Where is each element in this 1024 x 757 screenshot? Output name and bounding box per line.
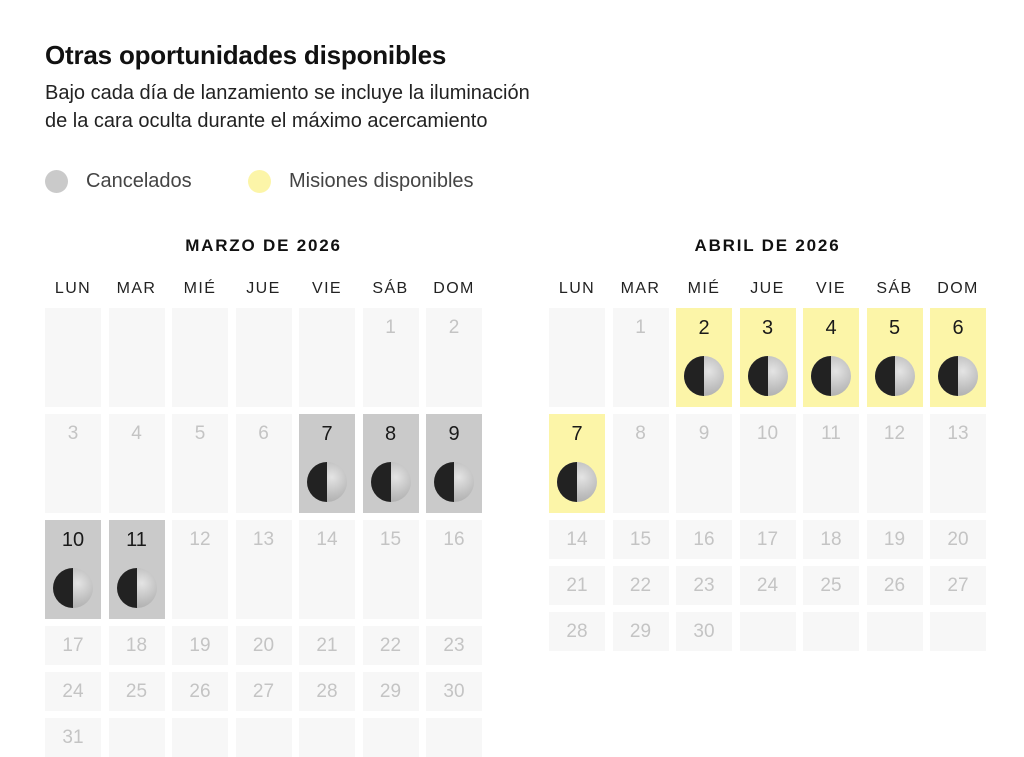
weekday-label: JUE [246, 280, 281, 297]
half-moon-icon [53, 568, 93, 608]
day-cell [236, 414, 292, 513]
legend-item-available [248, 168, 474, 194]
moon-dark-side [117, 568, 137, 608]
day-cell [803, 308, 859, 407]
moon-dark-side [938, 356, 958, 396]
day-cell [299, 520, 355, 619]
day-number: 18 [820, 529, 842, 550]
empty-day-cell [867, 612, 923, 651]
empty-day-cell [930, 612, 986, 651]
half-moon-icon [434, 462, 474, 502]
day-cell [613, 520, 669, 559]
weekday-label: LUN [558, 280, 596, 297]
day-cell [930, 566, 986, 605]
day-number: 10 [756, 423, 779, 444]
day-cell [803, 520, 859, 559]
day-cell [172, 626, 228, 665]
day-cell [740, 308, 796, 407]
half-moon-icon [748, 356, 788, 396]
day-cell [45, 626, 101, 665]
day-cell [45, 414, 101, 513]
half-moon-icon [307, 462, 347, 502]
day-cell [45, 672, 101, 711]
day-number: 15 [379, 529, 402, 550]
day-number: 15 [629, 529, 652, 550]
day-cell [363, 414, 419, 513]
day-number: 2 [698, 317, 710, 339]
empty-day-cell [109, 308, 165, 407]
day-number: 3 [761, 317, 774, 339]
half-moon-icon [811, 356, 851, 396]
day-number: 19 [189, 635, 211, 656]
moon-dark-side [811, 356, 831, 396]
day-number: 5 [888, 317, 901, 339]
day-cell [803, 414, 859, 513]
empty-day-cell [299, 718, 355, 757]
day-number: 26 [189, 681, 211, 702]
empty-day-cell [172, 308, 228, 407]
weekday-label: JUE [750, 280, 785, 297]
weekday-label: DOM [937, 280, 979, 297]
page-title: Otras oportunidades disponibles [45, 40, 447, 70]
day-number: 29 [379, 681, 402, 702]
day-number: 3 [67, 423, 79, 444]
month-title: ABRIL DE 2026 [694, 236, 841, 255]
day-number: 4 [131, 423, 142, 444]
day-number: 14 [316, 529, 338, 550]
day-cell [549, 566, 605, 605]
day-number: 16 [443, 529, 465, 550]
day-cell [930, 520, 986, 559]
moon-dark-side [53, 568, 73, 608]
subtitle [45, 79, 530, 135]
moon-dark-side [307, 462, 327, 502]
moon-dark-side [684, 356, 704, 396]
day-number: 10 [61, 529, 85, 551]
day-cell [426, 308, 482, 407]
day-number: 25 [820, 575, 842, 596]
day-cell [363, 672, 419, 711]
day-cell [109, 672, 165, 711]
day-cell [363, 520, 419, 619]
weekday-label: MIÉ [183, 280, 217, 297]
empty-day-cell [549, 308, 605, 407]
weekday-label: SÁB [876, 280, 913, 297]
day-cell [930, 414, 986, 513]
day-cell [172, 672, 228, 711]
day-cell [426, 520, 482, 619]
day-number: 12 [189, 529, 211, 550]
day-number: 18 [125, 635, 148, 656]
weekday-label: SÁB [372, 280, 409, 297]
day-cell [426, 672, 482, 711]
day-number: 24 [62, 681, 84, 702]
moon-dark-side [557, 462, 577, 502]
day-cell [236, 626, 292, 665]
month-title: MARZO DE 2026 [185, 236, 342, 255]
half-moon-icon [684, 356, 724, 396]
empty-day-cell [426, 718, 482, 757]
day-cell [172, 520, 228, 619]
day-cell [363, 308, 419, 407]
moon-dark-side [434, 462, 454, 502]
half-moon-icon [875, 356, 915, 396]
day-cell [676, 520, 732, 559]
day-number: 30 [443, 681, 465, 702]
day-cell [299, 672, 355, 711]
day-number: 21 [566, 575, 588, 596]
day-cell [676, 612, 732, 651]
day-cell [613, 308, 669, 407]
day-number: 20 [947, 529, 969, 550]
legend-item-cancelled [45, 168, 192, 194]
day-number: 26 [883, 575, 906, 596]
day-cell [45, 718, 101, 757]
weekday-label: VIE [312, 280, 342, 297]
day-number: 8 [635, 423, 646, 444]
day-number: 13 [947, 423, 969, 444]
weekday-label: VIE [816, 280, 846, 297]
day-number: 27 [947, 575, 969, 596]
empty-day-cell [45, 308, 101, 407]
half-moon-icon [117, 568, 157, 608]
day-cell [172, 414, 228, 513]
day-number: 19 [883, 529, 906, 550]
day-number: 23 [693, 575, 715, 596]
day-cell [867, 308, 923, 407]
day-cell [109, 414, 165, 513]
day-number: 14 [566, 529, 588, 550]
day-cell [236, 672, 292, 711]
day-number: 7 [571, 423, 583, 445]
day-cell [740, 414, 796, 513]
day-number: 17 [756, 529, 779, 550]
weekday-label: MAR [620, 280, 661, 297]
moon-dark-side [875, 356, 895, 396]
day-cell [676, 308, 732, 407]
subtitle-line-2: de la cara oculta durante el máximo acercamiento [45, 110, 488, 132]
empty-day-cell [803, 612, 859, 651]
moon-dark-side [371, 462, 391, 502]
day-cell [549, 414, 605, 513]
day-number: 5 [194, 423, 206, 444]
day-number: 20 [252, 635, 275, 656]
day-number: 6 [258, 423, 269, 444]
empty-day-cell [172, 718, 228, 757]
empty-day-cell [109, 718, 165, 757]
day-cell [613, 612, 669, 651]
day-number: 9 [448, 423, 460, 445]
empty-day-cell [363, 718, 419, 757]
day-cell [867, 520, 923, 559]
day-number: 17 [62, 635, 84, 656]
day-cell [867, 414, 923, 513]
weekday-label: MIÉ [687, 280, 721, 297]
day-number: 30 [693, 621, 715, 642]
day-cell [803, 566, 859, 605]
day-cell [930, 308, 986, 407]
day-number: 24 [756, 575, 779, 596]
day-number: 7 [321, 423, 333, 445]
day-cell [426, 414, 482, 513]
day-cell [613, 566, 669, 605]
day-number: 9 [698, 423, 710, 444]
legend-label-cancelled: Cancelados [86, 169, 192, 192]
half-moon-icon [938, 356, 978, 396]
day-number: 16 [693, 529, 715, 550]
half-moon-icon [557, 462, 597, 502]
day-cell [740, 520, 796, 559]
day-number: 1 [385, 317, 396, 338]
day-cell [426, 626, 482, 665]
day-cell [549, 612, 605, 651]
day-number: 22 [379, 635, 402, 656]
empty-day-cell [299, 308, 355, 407]
legend-swatch-available [248, 170, 271, 193]
day-cell [676, 566, 732, 605]
day-number: 31 [62, 727, 84, 748]
day-cell [613, 414, 669, 513]
day-number: 27 [252, 681, 275, 702]
weekday-label: MAR [116, 280, 157, 297]
empty-day-cell [236, 718, 292, 757]
day-cell [109, 626, 165, 665]
legend-swatch-cancelled [45, 170, 68, 193]
day-number: 25 [125, 681, 148, 702]
day-cell [740, 566, 796, 605]
day-cell [109, 520, 165, 619]
weekday-label: LUN [54, 280, 92, 297]
day-cell [299, 626, 355, 665]
day-cell [236, 520, 292, 619]
day-number: 1 [635, 317, 646, 338]
half-moon-icon [371, 462, 411, 502]
empty-day-cell [236, 308, 292, 407]
day-number: 11 [126, 529, 147, 551]
day-number: 21 [316, 635, 338, 656]
moon-dark-side [748, 356, 768, 396]
day-cell [549, 520, 605, 559]
legend-label-available: Misiones disponibles [289, 169, 474, 192]
day-number: 12 [883, 423, 906, 444]
day-number: 28 [566, 621, 588, 642]
day-cell [676, 414, 732, 513]
weekday-label: DOM [433, 280, 475, 297]
day-number: 29 [629, 621, 652, 642]
day-number: 11 [821, 423, 841, 444]
day-number: 2 [448, 317, 460, 338]
day-number: 22 [629, 575, 652, 596]
empty-day-cell [740, 612, 796, 651]
day-cell [867, 566, 923, 605]
day-number: 28 [316, 681, 338, 702]
day-number: 8 [384, 423, 397, 445]
subtitle-line-1: Bajo cada día de lanzamiento se incluye la iluminación [45, 82, 530, 104]
day-number: 13 [252, 529, 275, 550]
day-cell [299, 414, 355, 513]
day-number: 4 [825, 317, 837, 339]
day-cell [45, 520, 101, 619]
day-number: 23 [443, 635, 465, 656]
day-cell [363, 626, 419, 665]
day-number: 6 [952, 317, 964, 339]
